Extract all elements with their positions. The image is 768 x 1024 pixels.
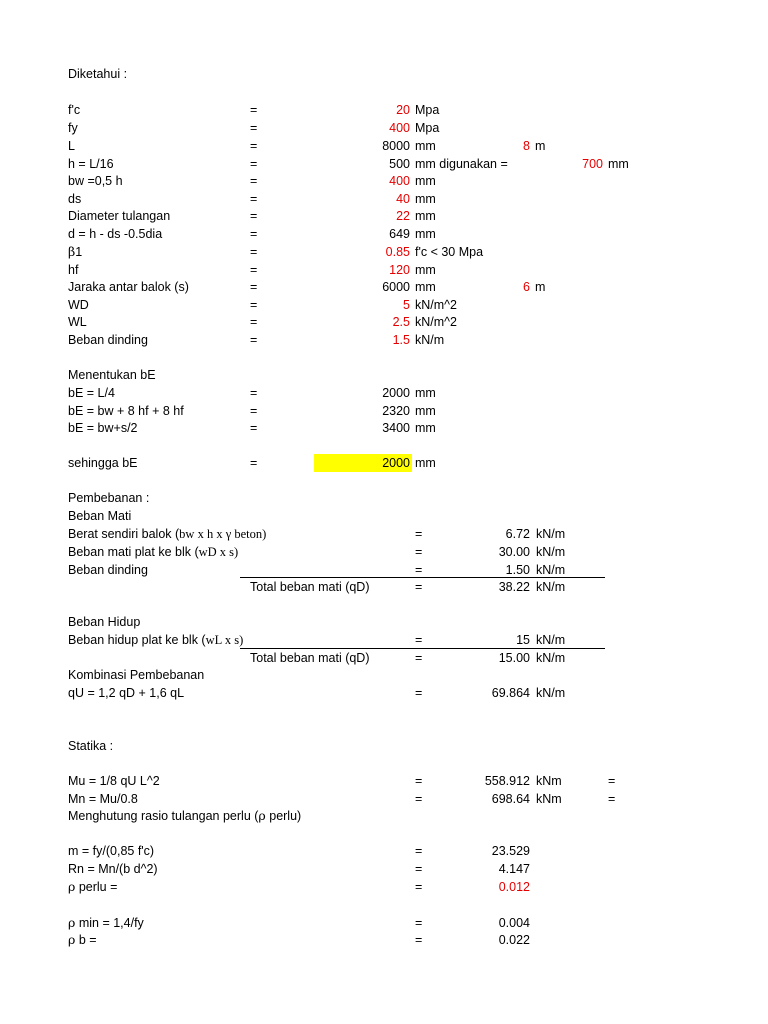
total-mati-unit: kN/m — [536, 580, 566, 594]
equals-sign: = — [250, 139, 258, 153]
beban-mati-title: Beban Mati — [68, 509, 132, 523]
equals-sign: = — [415, 633, 423, 647]
total-underline — [240, 648, 605, 649]
diketahui-extra-unit: mm — [608, 157, 629, 171]
equals-sign: = — [415, 527, 423, 541]
diketahui-value: 400 — [389, 121, 410, 135]
diketahui-unit: mm — [415, 280, 436, 294]
statika-unit: kNm — [536, 774, 562, 788]
statika-value: 558.912 — [484, 774, 530, 788]
diketahui-unit: kN/m — [415, 333, 445, 347]
equals-sign: = — [250, 456, 258, 470]
be-result-value: 2000 — [382, 456, 410, 470]
total-mati-label: Total beban mati (qD) — [250, 580, 370, 594]
equals-sign: = — [250, 421, 258, 435]
be-value: 2320 — [382, 404, 410, 418]
equals-sign: = — [415, 916, 423, 930]
label-formula: bw x h x γ beton) — [179, 527, 267, 541]
diketahui-unit: mm digunakan = — [415, 157, 508, 171]
equals-sign: = — [250, 245, 258, 259]
label-text: min = 1,4/fy — [75, 916, 144, 930]
equals-sign: = — [608, 774, 616, 788]
diketahui-label: Beban dinding — [68, 333, 148, 347]
beban-mati-unit: kN/m — [536, 527, 566, 541]
equals-sign: = — [415, 844, 423, 858]
rasio-value: 4.147 — [498, 862, 530, 876]
total-hidup-label: Total beban mati (qD) — [250, 651, 370, 665]
rho-value: 0.022 — [498, 933, 530, 947]
rasio-label: m = fy/(0,85 f'c) — [68, 844, 155, 858]
diketahui-unit: mm — [415, 263, 436, 277]
diketahui-value: 5 — [403, 298, 410, 312]
diketahui-title: Diketahui : — [68, 67, 128, 81]
kombinasi-value: 69.864 — [491, 686, 530, 700]
beban-hidup-label — [68, 632, 243, 648]
beban-mati-label: Beban dinding — [68, 563, 148, 577]
diketahui-label — [68, 244, 82, 260]
beban-mati-label — [68, 526, 266, 542]
diketahui-unit: mm — [415, 139, 436, 153]
equals-sign: = — [250, 315, 258, 329]
be-value: 3400 — [382, 421, 410, 435]
diketahui-label: f'c — [68, 103, 81, 117]
beban-hidup-title: Beban Hidup — [68, 615, 141, 629]
equals-sign: = — [250, 227, 258, 241]
kombinasi-unit: kN/m — [536, 686, 566, 700]
equals-sign: = — [415, 580, 423, 594]
diketahui-label: h = L/16 — [68, 157, 114, 171]
label-text: Berat sendiri balok ( — [68, 527, 180, 541]
be-unit: mm — [415, 386, 436, 400]
beban-mati-value: 30.00 — [498, 545, 530, 559]
diketahui-value: 6000 — [382, 280, 410, 294]
label-text: Beban mati plat ke blk ( — [68, 545, 199, 559]
diketahui-value: 8000 — [382, 139, 410, 153]
total-hidup-unit: kN/m — [536, 651, 566, 665]
statika-label: Mn = Mu/0.8 — [68, 792, 138, 806]
beban-mati-value: 6.72 — [505, 527, 530, 541]
equals-sign: = — [250, 103, 258, 117]
equals-sign: = — [415, 880, 423, 894]
diketahui-label: WL — [68, 315, 87, 329]
diketahui-value: 1.5 — [392, 333, 410, 347]
diketahui-extra-value: 8 — [523, 139, 530, 153]
diketahui-value: 120 — [389, 263, 410, 277]
beta-symbol: β — [68, 244, 76, 259]
beban-mati-unit: kN/m — [536, 563, 566, 577]
rho-label — [68, 915, 144, 931]
equals-sign: = — [250, 298, 258, 312]
equals-sign: = — [415, 774, 423, 788]
rasio-label — [68, 879, 117, 895]
beban-hidup-unit: kN/m — [536, 633, 566, 647]
diketahui-value: 40 — [396, 192, 410, 206]
be-unit: mm — [415, 404, 436, 418]
equals-sign: = — [415, 686, 423, 700]
equals-sign: = — [250, 280, 258, 294]
beban-mati-label — [68, 544, 238, 560]
equals-sign: = — [250, 386, 258, 400]
diketahui-unit: mm — [415, 174, 436, 188]
rho-value: 0.004 — [498, 916, 530, 930]
label-text: 1 — [75, 245, 83, 259]
equals-sign: = — [415, 933, 423, 947]
diketahui-unit: kN/m^2 — [415, 315, 457, 329]
statika-label: Mu = 1/8 qU L^2 — [68, 774, 160, 788]
rasio-title — [68, 808, 301, 824]
rho-symbol: ρ — [68, 932, 76, 947]
be-result-label: sehingga bE — [68, 456, 138, 470]
diketahui-value: 20 — [396, 103, 410, 117]
equals-sign: = — [415, 545, 423, 559]
diketahui-label: WD — [68, 298, 89, 312]
diketahui-label: d = h - ds -0.5dia — [68, 227, 163, 241]
rasio-value: 23.529 — [491, 844, 530, 858]
be-value: 2000 — [382, 386, 410, 400]
equals-sign: = — [250, 157, 258, 171]
diketahui-unit: f'c < 30 Mpa — [415, 245, 484, 259]
diketahui-unit: Mpa — [415, 121, 440, 135]
diketahui-extra-value: 6 — [523, 280, 530, 294]
label-formula: wD x s) — [198, 545, 239, 559]
diketahui-unit: kN/m^2 — [415, 298, 457, 312]
be-result-unit: mm — [415, 456, 436, 470]
label-formula: wL x s) — [205, 633, 244, 647]
equals-sign: = — [415, 792, 423, 806]
diketahui-label: bw =0,5 h — [68, 174, 123, 188]
diketahui-value: 0.85 — [385, 245, 410, 259]
rho-label — [68, 932, 97, 948]
statika-title: Statika : — [68, 739, 114, 753]
equals-sign: = — [250, 209, 258, 223]
total-underline — [240, 577, 605, 578]
diketahui-value: 500 — [389, 157, 410, 171]
diketahui-unit: mm — [415, 209, 436, 223]
diketahui-extra-unit: m — [535, 280, 546, 294]
be-label: bE = bw + 8 hf + 8 hf — [68, 404, 184, 418]
diketahui-value: 2.5 — [392, 315, 410, 329]
diketahui-label: Diameter tulangan — [68, 209, 171, 223]
beban-hidup-value: 15 — [516, 633, 530, 647]
kombinasi-label: qU = 1,2 qD + 1,6 qL — [68, 686, 185, 700]
label-text: Beban hidup plat ke blk ( — [68, 633, 206, 647]
rasio-label: Rn = Mn/(b d^2) — [68, 862, 158, 876]
equals-sign: = — [250, 404, 258, 418]
total-hidup-value: 15.00 — [498, 651, 530, 665]
label-text: Menghutung rasio tulangan perlu ( — [68, 809, 259, 823]
kombinasi-title: Kombinasi Pembebanan — [68, 668, 205, 682]
diketahui-label: fy — [68, 121, 78, 135]
diketahui-value: 400 — [389, 174, 410, 188]
diketahui-extra-unit: m — [535, 139, 546, 153]
diketahui-label: Jaraka antar balok (s) — [68, 280, 189, 294]
pembebanan-title: Pembebanan : — [68, 491, 150, 505]
equals-sign: = — [250, 121, 258, 135]
diketahui-label: L — [68, 139, 75, 153]
label-text: b = — [75, 933, 97, 947]
label-text: perlu = — [75, 880, 118, 894]
equals-sign: = — [250, 174, 258, 188]
diketahui-unit: mm — [415, 192, 436, 206]
equals-sign: = — [415, 563, 423, 577]
statika-value: 698.64 — [491, 792, 530, 806]
beban-mati-value: 1.50 — [505, 563, 530, 577]
rho-symbol: ρ — [258, 808, 266, 823]
total-mati-value: 38.22 — [498, 580, 530, 594]
equals-sign: = — [250, 333, 258, 347]
be-label: bE = L/4 — [68, 386, 115, 400]
equals-sign: = — [415, 651, 423, 665]
diketahui-value: 649 — [389, 227, 410, 241]
diketahui-label: ds — [68, 192, 82, 206]
equals-sign: = — [608, 792, 616, 806]
label-text: perlu) — [265, 809, 302, 823]
diketahui-label: hf — [68, 263, 79, 277]
equals-sign: = — [250, 263, 258, 277]
be-title: Menentukan bE — [68, 368, 156, 382]
beban-mati-unit: kN/m — [536, 545, 566, 559]
be-label: bE = bw+s/2 — [68, 421, 138, 435]
rho-symbol: ρ — [68, 879, 76, 894]
diketahui-unit: Mpa — [415, 103, 440, 117]
rasio-value: 0.012 — [498, 880, 530, 894]
diketahui-value: 22 — [396, 209, 410, 223]
rho-symbol: ρ — [68, 915, 76, 930]
statika-unit: kNm — [536, 792, 562, 806]
equals-sign: = — [415, 862, 423, 876]
be-unit: mm — [415, 421, 436, 435]
diketahui-unit: mm — [415, 227, 436, 241]
diketahui-extra-value: 700 — [582, 157, 603, 171]
equals-sign: = — [250, 192, 258, 206]
